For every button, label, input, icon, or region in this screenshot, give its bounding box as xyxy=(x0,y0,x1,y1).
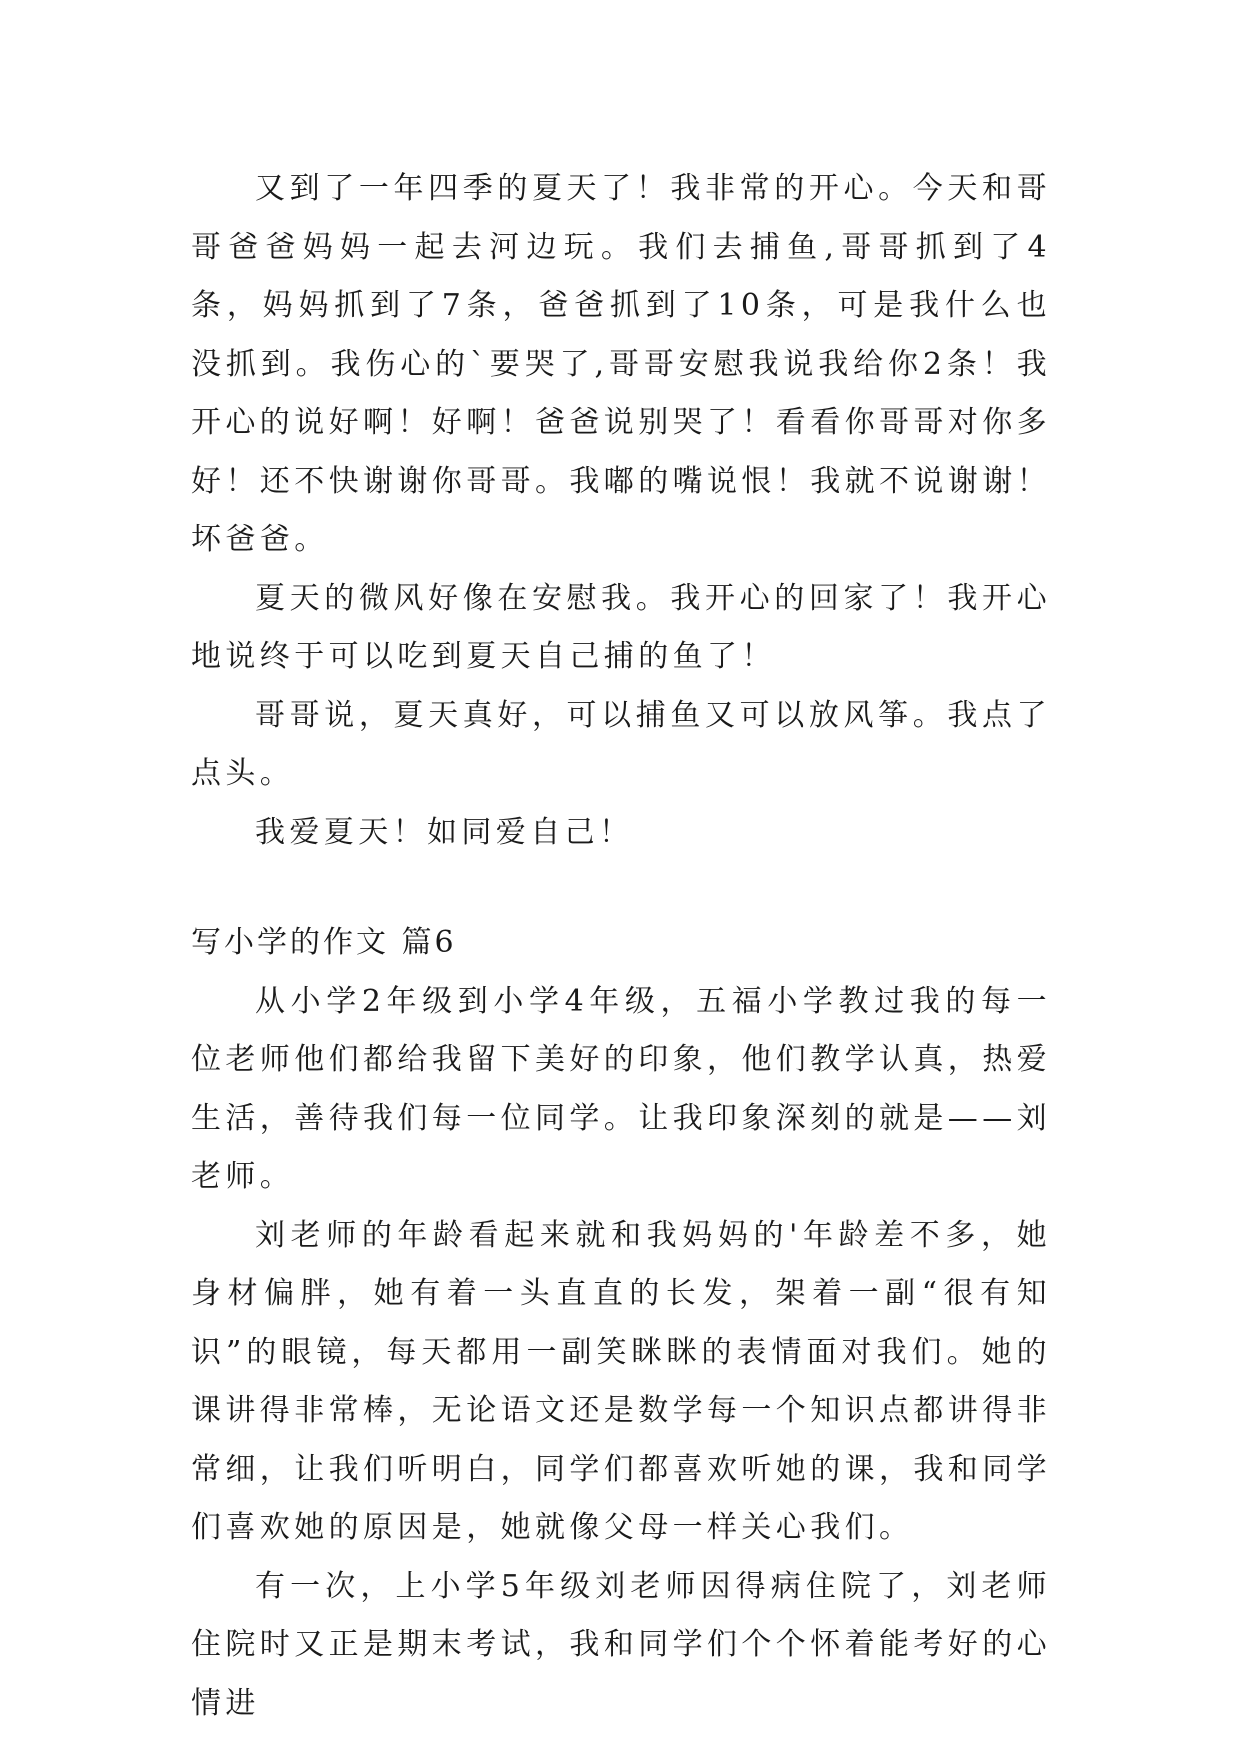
essay-heading: 写小学的作文 篇6 xyxy=(191,925,457,960)
document-body xyxy=(191,160,1051,1733)
essay-paragraph: 从小学2年级到小学4年级，五福小学教过我的每一位老师他们都给我留下美好的印象，他们教学认真，热爱生活，善待我们每一位同学。让我印象深刻的就是——刘老师。 xyxy=(191,983,1051,1194)
essay-paragraph: 哥哥说，夏天真好，可以捕鱼又可以放风筝。我点了点头。 xyxy=(191,697,1051,791)
essay-paragraph: 夏天的微风好像在安慰我。我开心的回家了！我开心地说终于可以吃到夏天自己捕的鱼了！ xyxy=(191,580,1051,674)
essay-paragraph: 我爱夏天！如同爱自己！ xyxy=(255,814,634,850)
essay-paragraph: 有一次，上小学5年级刘老师因得病住院了，刘老师住院时又正是期末考试，我和同学们个个怀着能考好的心情进 xyxy=(191,1568,1051,1721)
essay-paragraph: 刘老师的年龄看起来就和我妈妈的'年龄差不多，她身材偏胖，她有着一头直直的长发，架着一副“很有知识”的眼镜，每天都用一副笑眯眯的表情面对我们。她的课讲得非常棒，无论语文还是数学每一个知识点都讲得非常细，让我们听明白，同学们都喜欢听她的课，我和同学们喜欢她的原因是，她就像父母一样关心我们。 xyxy=(191,1217,1051,1545)
essay-paragraph: 又到了一年四季的夏天了！我非常的开心。今天和哥哥爸爸妈妈一起去河边玩。我们去捕鱼,哥哥抓到了4条，妈妈抓到了7条，爸爸抓到了10条，可是我什么也没抓到。我伤心的`要哭了,哥哥安慰我说我给你2条！我开心的说好啊！好啊！爸爸说别哭了！看看你哥哥对你多好！还不快谢谢你哥哥。我嘟的嘴说恨！我就不说谢谢！坏爸爸。 xyxy=(191,171,1051,557)
